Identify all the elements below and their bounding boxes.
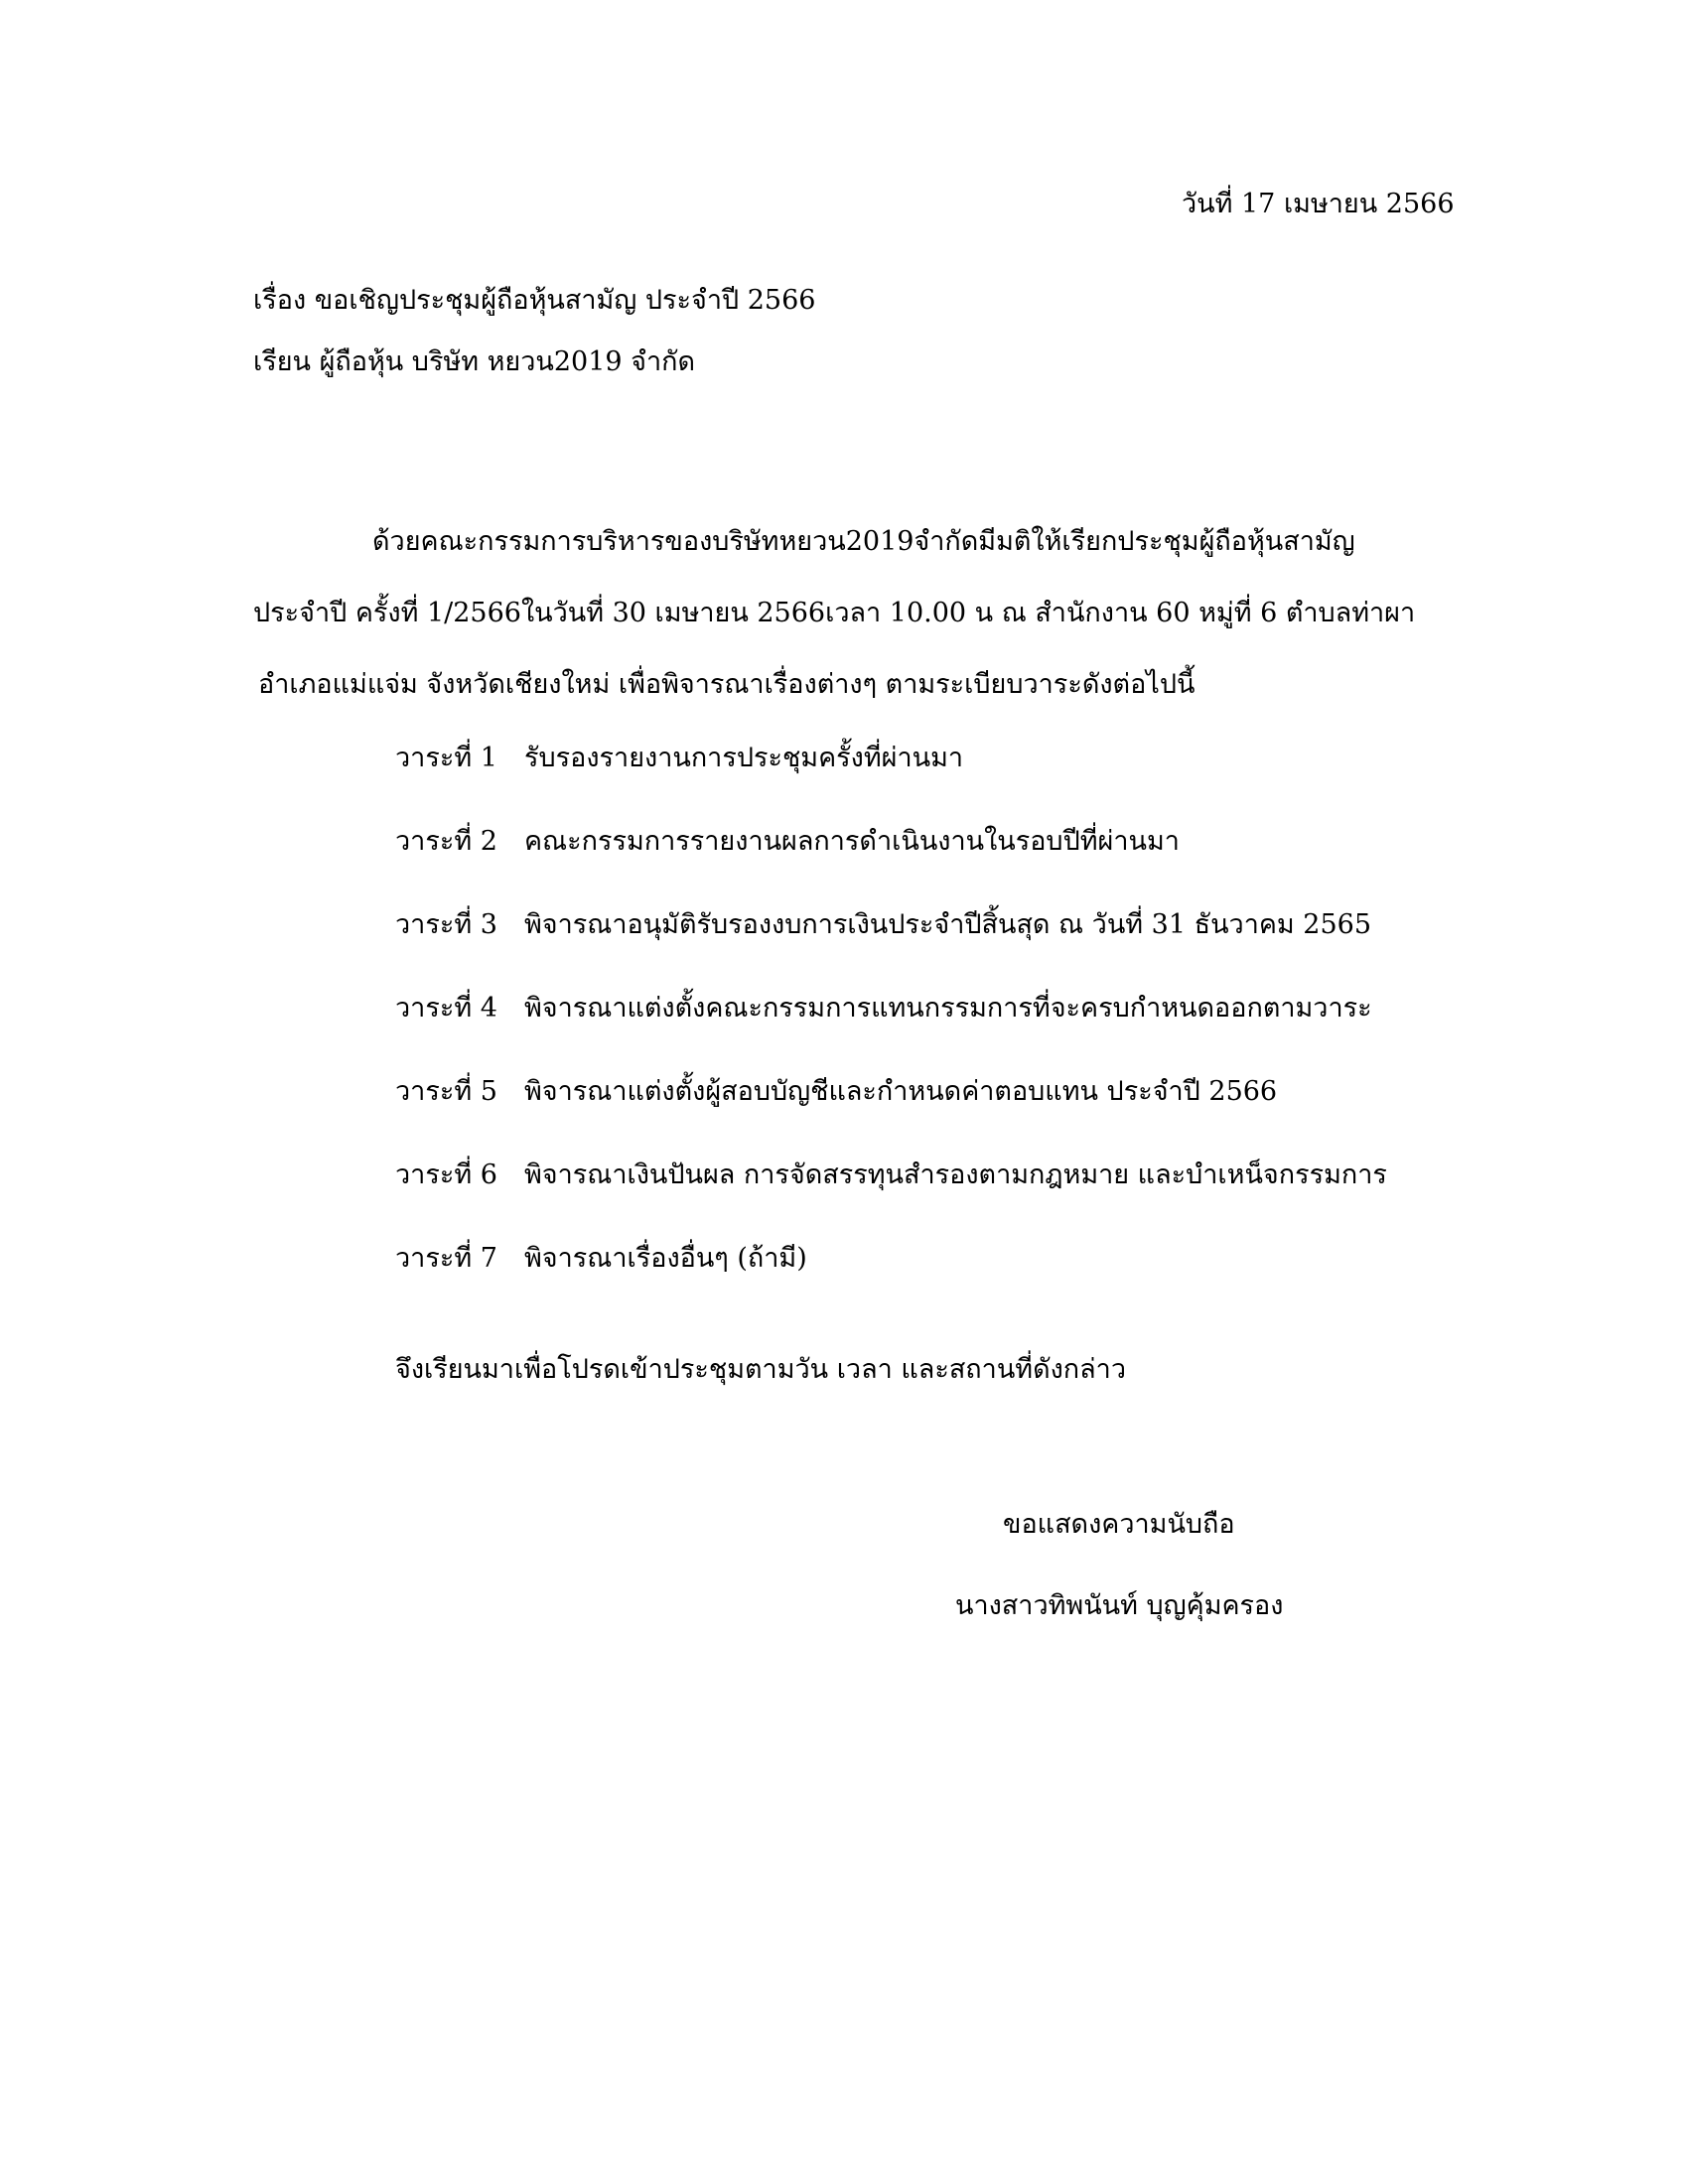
letter-date: วันที่ 17 เมษายน 2566: [1182, 189, 1455, 219]
agenda-number: วาระที่ 1: [395, 743, 497, 773]
agenda-item-1: [395, 741, 1387, 824]
body-line-2: ประจำปี ครั้งที่ 1/2566ในวันที่ 30 เมษายน 2566เวลา 10.00 น ณ สำนักงาน 60 หมู่ที่ 6 ตำบลท่าผา: [253, 598, 1416, 628]
regards-line: ขอแสดงความนับถือ: [1003, 1509, 1235, 1540]
agenda-number: วาระที่ 3: [395, 909, 497, 940]
letter-recipient: เรียน ผู้ถือหุ้น บริษัท หยวน2019 จำกัด: [253, 346, 696, 377]
agenda-text: พิจารณาเงินปันผล การจัดสรรทุนสำรองตามกฎหมาย และบำเหน็จกรรมการ: [524, 1160, 1387, 1190]
letter-subject: เรื่อง ขอเชิญประชุมผู้ถือหุ้นสามัญ ประจำปี 2566: [253, 285, 816, 316]
agenda-item-5: [395, 1074, 1387, 1158]
body-line-3: อำเภอแม่แจ่ม จังหวัดเชียงใหม่ เพื่อพิจารณาเรื่องต่างๆ ตามระเบียบวาระดังต่อไปนี้: [258, 669, 1196, 700]
agenda-text: พิจารณาแต่งตั้งผู้สอบบัญชีและกำหนดค่าตอบแทน ประจำปี 2566: [524, 1076, 1278, 1107]
agenda-number: วาระที่ 5: [395, 1076, 497, 1107]
agenda-item-3: [395, 907, 1387, 991]
closing-line: จึงเรียนมาเพื่อโปรดเข้าประชุมตามวัน เวลา และสถานที่ดังกล่าว: [395, 1354, 1127, 1385]
body-line-1: ด้วยคณะกรรมการบริหารของบริษัทหยวน2019จำกัดมีมติให้เรียกประชุมผู้ถือหุ้นสามัญ: [372, 526, 1355, 557]
agenda-list: [395, 741, 1387, 1324]
agenda-text: พิจารณาแต่งตั้งคณะกรรมการแทนกรรมการที่จะครบกำหนดออกตามวาระ: [524, 993, 1372, 1024]
agenda-item-4: [395, 991, 1387, 1074]
agenda-item-7: [395, 1241, 1387, 1324]
agenda-item-2: [395, 824, 1387, 907]
agenda-text: พิจารณาเรื่องอื่นๆ (ถ้ามี): [524, 1243, 807, 1274]
agenda-number: วาระที่ 4: [395, 993, 497, 1024]
agenda-text: รับรองรายงานการประชุมครั้งที่ผ่านมา: [524, 743, 964, 773]
agenda-number: วาระที่ 2: [395, 826, 497, 857]
agenda-text: พิจารณาอนุมัติรับรองงบการเงินประจำปีสิ้นสุด ณ วันที่ 31 ธันวาคม 2565: [524, 909, 1372, 940]
agenda-number: วาระที่ 6: [395, 1160, 497, 1190]
signer-name: นางสาวทิพนันท์ บุญคุ้มครอง: [955, 1590, 1284, 1621]
agenda-text: คณะกรรมการรายงานผลการดำเนินงานในรอบปีที่ผ่านมา: [524, 826, 1180, 857]
agenda-number: วาระที่ 7: [395, 1243, 497, 1274]
agenda-item-6: [395, 1158, 1387, 1241]
